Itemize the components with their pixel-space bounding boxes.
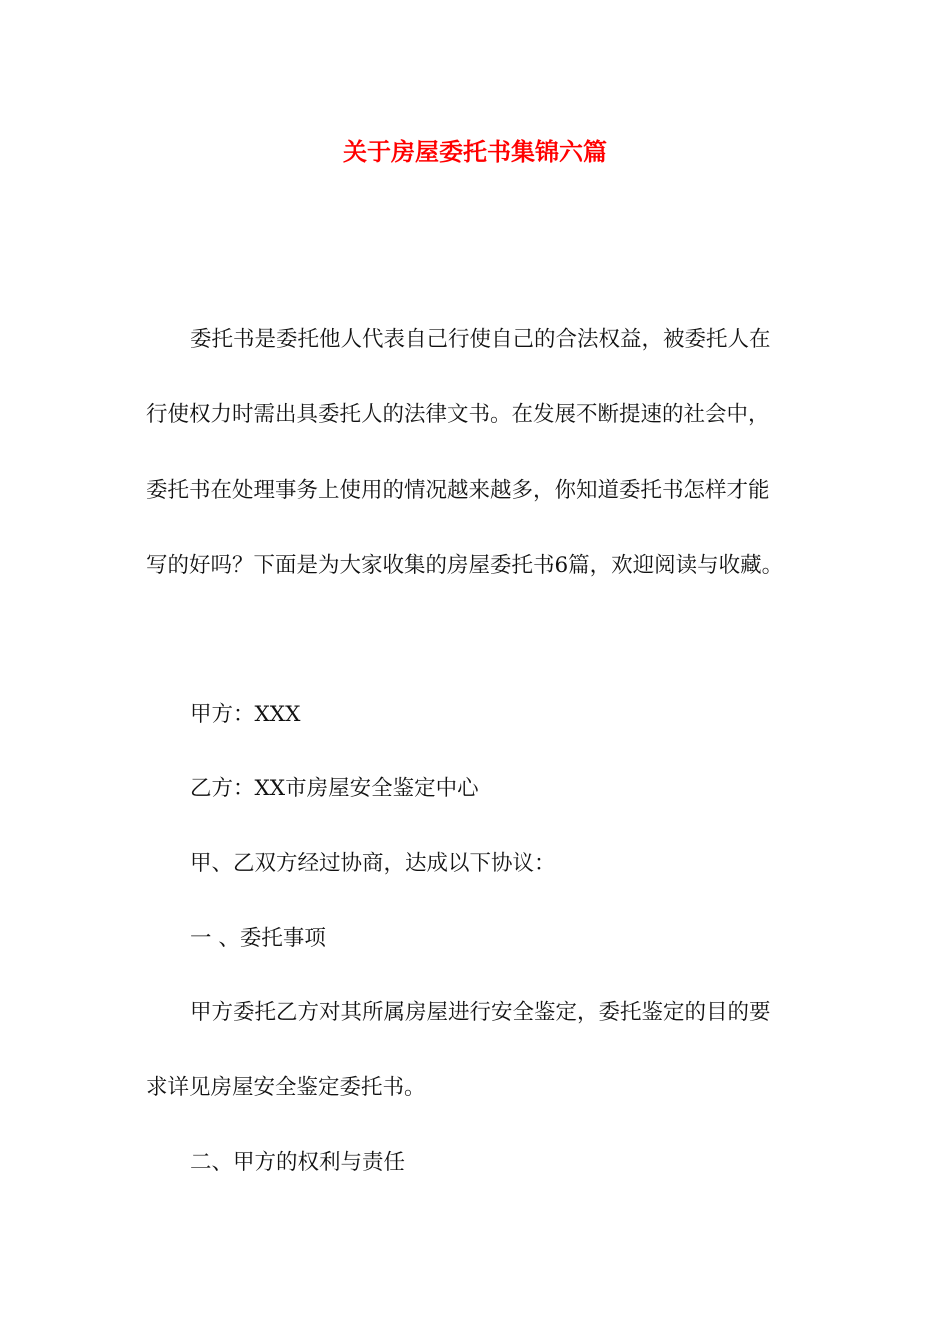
party-a-line: 甲方：XXX <box>190 702 301 727</box>
intro-line: 写的好吗？下面是为大家收集的房屋委托书6篇，欢迎阅读与收藏。 <box>146 553 784 578</box>
intro-line: 委托书是委托他人代表自己行使自己的合法权益，被委托人在 <box>190 327 771 352</box>
section-heading: 二、甲方的权利与责任 <box>190 1150 406 1175</box>
intro-line: 委托书在处理事务上使用的情况越来越多，你知道委托书怎样才能 <box>146 478 770 503</box>
party-b-line: 乙方：XX市房屋安全鉴定中心 <box>190 776 479 801</box>
section-body-line: 甲方委托乙方对其所属房屋进行安全鉴定，委托鉴定的目的要 <box>190 1000 771 1025</box>
section-heading: 一 、委托事项 <box>190 926 326 951</box>
document-title: 关于房屋委托书集锦六篇 <box>343 138 607 166</box>
agreement-intro: 甲、乙双方经过协商，达成以下协议： <box>190 851 556 876</box>
intro-line: 行使权力时需出具委托人的法律文书。在发展不断提速的社会中， <box>146 402 770 427</box>
section-body-line: 求详见房屋安全鉴定委托书。 <box>146 1075 426 1100</box>
